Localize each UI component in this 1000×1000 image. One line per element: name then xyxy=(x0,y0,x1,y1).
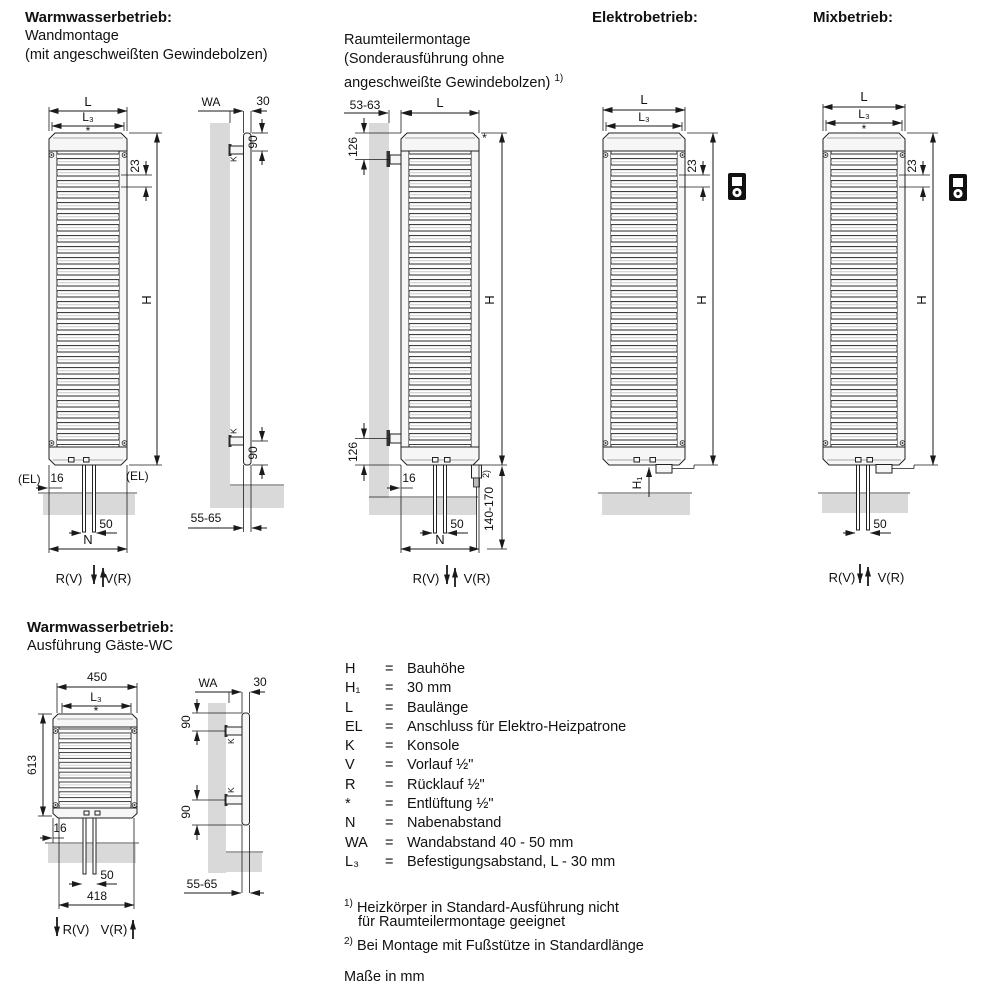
radiator-side-profile xyxy=(242,713,250,825)
label-K-top: K xyxy=(228,156,239,162)
legend-row: N = Nabenabstand xyxy=(345,815,502,832)
electric-element xyxy=(472,465,482,478)
dim-L: L xyxy=(860,89,868,104)
dim-16: 16 xyxy=(50,471,64,485)
dim-50: 50 xyxy=(100,868,114,882)
electric-element xyxy=(876,465,892,474)
footnote-1-line2: für Raumteilermontage geeignet xyxy=(358,914,566,930)
label-VR: V(R) xyxy=(463,571,491,586)
dim-53-63: 53-63 xyxy=(349,98,381,112)
footnote-ref-1: 1) xyxy=(554,73,564,84)
pipe-flow xyxy=(867,465,870,530)
dim-90-bottom: 90 xyxy=(246,446,260,460)
radiator-rail-right xyxy=(677,151,685,447)
dim-16: 16 xyxy=(53,821,67,835)
dim-30: 30 xyxy=(256,94,270,108)
pipe-flow xyxy=(444,465,447,533)
floor-hatch xyxy=(48,844,136,863)
drawing-raumteiler-front xyxy=(344,95,507,587)
drawing-gaeste-side xyxy=(179,675,267,893)
drawing-gaeste-front xyxy=(25,670,139,939)
label-VR: V(R) xyxy=(877,570,905,585)
radiator-rail-left xyxy=(53,727,59,808)
label-RV: R(V) xyxy=(412,571,440,586)
vent-star: * xyxy=(482,131,487,145)
dim-55-65: 55-65 xyxy=(190,511,222,525)
pipe-flow xyxy=(93,818,96,874)
electric-element xyxy=(656,465,672,474)
legend-row: V = Vorlauf ½" xyxy=(345,757,474,774)
radiator-rail-left xyxy=(603,151,611,447)
radiator-top-header xyxy=(603,133,685,151)
dim-613: 613 xyxy=(25,754,39,776)
legend-row: L = Baulänge xyxy=(345,699,469,716)
dim-140-170: 140-170 xyxy=(482,486,496,532)
mount-bracket-bottom xyxy=(390,434,401,443)
dim-450: 450 xyxy=(86,670,108,684)
radiator-rungs xyxy=(831,153,897,445)
dim-90-bottom: 90 xyxy=(179,805,193,819)
label-EL-left: (EL) xyxy=(18,472,41,486)
label-RV: R(V) xyxy=(62,922,90,937)
radiator-rail-right xyxy=(897,151,905,447)
radiator-rungs xyxy=(409,153,471,445)
radiator-rungs xyxy=(611,153,677,445)
dim-23: 23 xyxy=(905,159,919,173)
dim-50: 50 xyxy=(450,517,464,531)
subtitle-gewindebolzen: (mit angeschweißten Gewindebolzen) xyxy=(25,47,268,63)
dim-L: L xyxy=(84,94,92,109)
radiator-bottom-header xyxy=(401,447,479,465)
dim-H: H xyxy=(139,295,154,305)
drawing-wandmontage-side xyxy=(188,94,284,532)
drawing-mix-front xyxy=(818,89,967,586)
label-K-bottom: K xyxy=(228,428,239,434)
dim-H: H xyxy=(482,295,497,305)
section-title-elektrobetrieb: Elektrobetrieb: xyxy=(592,9,698,26)
radiator-rungs xyxy=(57,153,119,445)
console-bracket-top xyxy=(226,727,242,735)
drawing-wandmontage-front xyxy=(18,94,162,587)
dim-N: N xyxy=(435,532,445,547)
dim-WA: WA xyxy=(198,676,218,690)
dim-L: L xyxy=(640,92,648,107)
radiator-rail-right xyxy=(471,151,479,447)
console-bracket-top xyxy=(230,146,244,154)
mount-bracket-top xyxy=(390,155,401,164)
dim-50: 50 xyxy=(99,517,113,531)
pipe-return xyxy=(83,465,86,532)
radiator-top-header xyxy=(401,133,479,151)
label-EL-right: (EL) xyxy=(126,469,149,483)
dim-126-top: 126 xyxy=(346,136,360,158)
dim-140-170-sup: 2) xyxy=(481,469,491,478)
subtitle-sonderausfuehrung: (Sonderausführung ohne xyxy=(344,51,505,67)
pipe-return xyxy=(434,465,437,533)
footnote-2: $^{2)}$ Bei Montage mit Fußstütze in Standardlänge xyxy=(344,936,644,954)
vent-star: * xyxy=(861,122,867,136)
vent-star: * xyxy=(93,704,99,718)
subtitle-gaeste-wc: Ausführung Gäste-WC xyxy=(27,638,173,654)
section-title-warmwasser-wc: Warmwasserbetrieb: xyxy=(27,619,174,636)
dim-WA: WA xyxy=(201,95,221,109)
section-title-mixbetrieb: Mixbetrieb: xyxy=(813,9,894,26)
vent-star: * xyxy=(85,124,91,138)
section-title-warmwasser: Warmwasserbetrieb: xyxy=(25,9,172,26)
label-K-top: K xyxy=(226,738,236,744)
dim-H1: H₁ xyxy=(630,476,644,490)
thermostat-controller-icon xyxy=(949,174,967,201)
dim-L3: L₃ xyxy=(90,690,102,704)
console-bracket-bottom xyxy=(230,437,244,445)
radiator-bottom-header xyxy=(823,447,905,465)
dim-30: 30 xyxy=(253,675,267,689)
dim-N: N xyxy=(83,532,93,547)
radiator-rail-right xyxy=(131,727,137,808)
dim-L3: L₃ xyxy=(82,110,94,124)
radiator-rail-left xyxy=(401,151,409,447)
legend-row: EL = Anschluss für Elektro-Heizpatrone xyxy=(345,718,627,735)
footnote-1-line1: $^{1)}$ Heizkörper in Standard-Ausführung nicht xyxy=(344,898,619,916)
console-bracket-bottom xyxy=(226,796,242,804)
legend-row: WA = Wandabstand 40 - 50 mm xyxy=(345,834,574,851)
dim-418: 418 xyxy=(86,889,108,903)
floor-hatch xyxy=(602,494,690,515)
dim-16: 16 xyxy=(402,471,416,485)
radiator-rail-left xyxy=(49,151,57,447)
subtitle-raumteilermontage: Raumteilermontage xyxy=(344,32,471,48)
floor-hatch xyxy=(230,486,284,508)
floor-hatch xyxy=(43,494,135,515)
dim-55-65: 55-65 xyxy=(186,877,218,891)
wall-hatch xyxy=(210,123,230,508)
drawing-elektro-front xyxy=(598,92,746,515)
floor-hatch xyxy=(226,853,262,872)
legend-row: K = Konsole xyxy=(345,738,460,755)
subtitle-ohne-gewindebolzen: angeschweißte Gewindebolzen) $^{1)}$ xyxy=(344,73,564,91)
label-VR: V(R) xyxy=(100,922,128,937)
pipe-return xyxy=(857,465,860,530)
floor-hatch xyxy=(822,494,908,513)
pipe-flow xyxy=(93,465,96,532)
label-VR: V(R) xyxy=(104,571,132,586)
dim-90-top: 90 xyxy=(246,135,260,149)
legend-row: H₁ = 30 mm xyxy=(345,680,452,697)
dim-126-bottom: 126 xyxy=(346,441,360,463)
radiator-rail-right xyxy=(119,151,127,447)
radiator-rail-left xyxy=(823,151,831,447)
dim-50: 50 xyxy=(873,517,887,531)
dim-90-top: 90 xyxy=(179,715,193,729)
legend xyxy=(345,660,626,872)
label-RV: R(V) xyxy=(55,571,83,586)
dim-H: H xyxy=(694,295,709,305)
dim-23: 23 xyxy=(685,159,699,173)
legend-row: R = Rücklauf ½" xyxy=(345,776,485,793)
radiator-rungs xyxy=(59,728,131,807)
wall-hatch xyxy=(208,703,226,873)
label-RV: R(V) xyxy=(828,570,856,585)
partition-wall-hatch xyxy=(369,123,389,515)
radiator-side-profile xyxy=(244,133,252,465)
pipe-return xyxy=(83,818,86,874)
legend-row: H = Bauhöhe xyxy=(345,661,466,677)
label-K-bottom: K xyxy=(226,787,236,793)
thermostat-controller-icon xyxy=(728,173,746,200)
radiator-bottom-header xyxy=(603,447,685,465)
units-note: Maße in mm xyxy=(344,969,425,985)
dim-L3: L₃ xyxy=(858,107,870,121)
dim-L: L xyxy=(436,95,444,110)
legend-row: L₃ = Befestigungsabstand, L - 30 mm xyxy=(345,853,616,870)
subtitle-wandmontage: Wandmontage xyxy=(25,28,119,44)
legend-row: * = Entlüftung ½" xyxy=(345,796,494,813)
dim-H: H xyxy=(914,295,929,305)
dim-23: 23 xyxy=(128,159,142,173)
dim-L3: L₃ xyxy=(638,110,650,124)
